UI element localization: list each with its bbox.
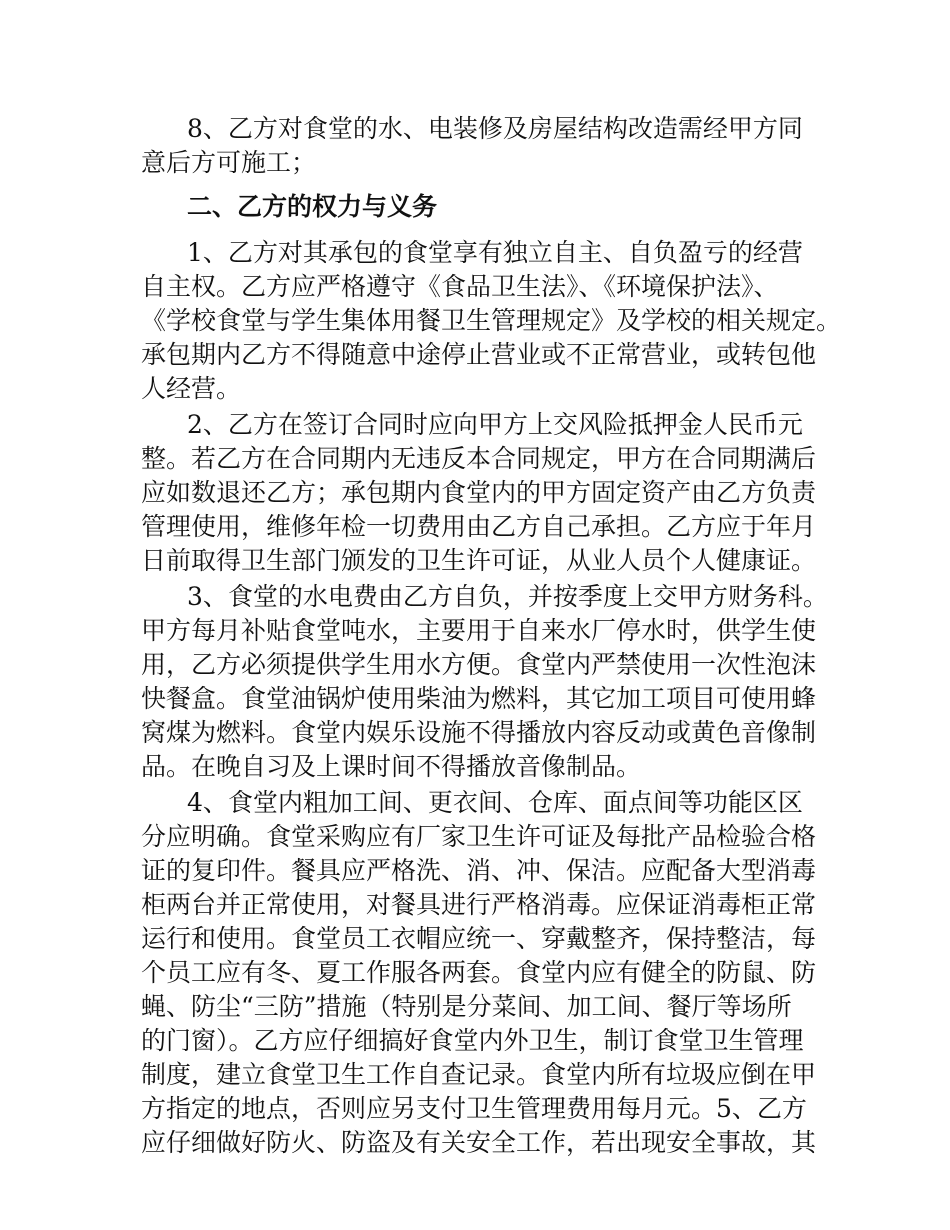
paragraph-3-line-3: 用，乙方必须提供学生用水方便。食堂内严禁使用一次性泡沫: [141, 650, 817, 679]
paragraph-4-line-3: 证的复印件。餐具应严格洗、消、冲、保洁。应配备大型消毒: [141, 856, 817, 885]
paragraph-4-line-6: 个员工应有冬、夏工作服各两套。食堂内应有健全的防鼠、防: [141, 958, 817, 987]
paragraph-2-line-2: 整。若乙方在合同期内无违反本合同规定，甲方在合同期满后: [141, 444, 817, 473]
paragraph-2-line-3: 应如数退还乙方；承包期内食堂内的甲方固定资产由乙方负责: [141, 478, 817, 507]
section-heading-party-b-rights: 二、乙方的权力与义务: [187, 192, 438, 221]
paragraph-3-line-5: 窝煤为燃料。食堂内娱乐设施不得播放内容反动或黄色音像制: [141, 718, 817, 747]
paragraph-4-line-11: 应仔细做好防火、防盗及有关安全工作，若出现安全事故，其: [141, 1128, 817, 1157]
paragraph-2-line-4: 管理使用，维修年检一切费用由乙方自己承担。乙方应于年月: [141, 512, 817, 541]
paragraph-4-line-4: 柜两台并正常使用，对餐具进行严格消毒。应保证消毒柜正常: [141, 890, 817, 919]
paragraph-4-line-8: 的门窗）。乙方应仔细搞好食堂内外卫生，制订食堂卫生管理: [141, 1026, 804, 1055]
paragraph-1-line-2: 自主权。乙方应严格遵守《食品卫生法》、《环境保护法》、: [141, 272, 779, 301]
paragraph-4-line-2: 分应明确。食堂采购应有厂家卫生许可证及每批产品检验合格: [141, 822, 817, 851]
paragraph-1-line-5: 人经营。: [141, 374, 242, 403]
paragraph-4-line-7: 蝇、防尘“三防”措施（特别是分菜间、加工间、餐厅等场所: [141, 992, 792, 1021]
paragraph-2-line-1: 2、乙方在签订合同时应向甲方上交风险抵押金人民币元: [187, 410, 803, 439]
paragraph-3-line-6: 品。在晚自习及上课时间不得播放音像制品。: [141, 752, 642, 781]
paragraph-1-line-4: 承包期内乙方不得随意中途停止营业或不正常营业，或转包他: [141, 340, 817, 369]
paragraph-3-line-1: 3、食堂的水电费由乙方自负，并按季度上交甲方财务科。: [187, 582, 828, 611]
paragraph-4-line-10: 方指定的地点，否则应另支付卫生管理费用每月元。5、乙方: [141, 1094, 807, 1123]
paragraph-1-line-1: 1、乙方对其承包的食堂享有独立自主、自负盈亏的经营: [187, 238, 803, 267]
paragraph-8-line-2: 意后方可施工；: [141, 148, 317, 177]
paragraph-2-line-5: 日前取得卫生部门颁发的卫生许可证，从业人员个人健康证。: [141, 546, 817, 575]
paragraph-4-line-9: 制度，建立食堂卫生工作自查记录。食堂内所有垃圾应倒在甲: [141, 1060, 817, 1089]
paragraph-4-line-5: 运行和使用。食堂员工衣帽应统一、穿戴整齐，保持整洁，每: [141, 924, 817, 953]
paragraph-3-line-4: 快餐盒。食堂油锅炉使用柴油为燃料，其它加工项目可使用蜂: [141, 684, 817, 713]
paragraph-3-line-2: 甲方每月补贴食堂吨水，主要用于自来水厂停水时，供学生使: [141, 616, 817, 645]
paragraph-4-line-1: 4、食堂内粗加工间、更衣间、仓库、面点间等功能区区: [187, 788, 803, 817]
paragraph-8-line-1: 8、乙方对食堂的水、电装修及房屋结构改造需经甲方同: [187, 114, 803, 143]
paragraph-1-line-3: 《学校食堂与学生集体用餐卫生管理规定》及学校的相关规定。: [141, 306, 842, 335]
